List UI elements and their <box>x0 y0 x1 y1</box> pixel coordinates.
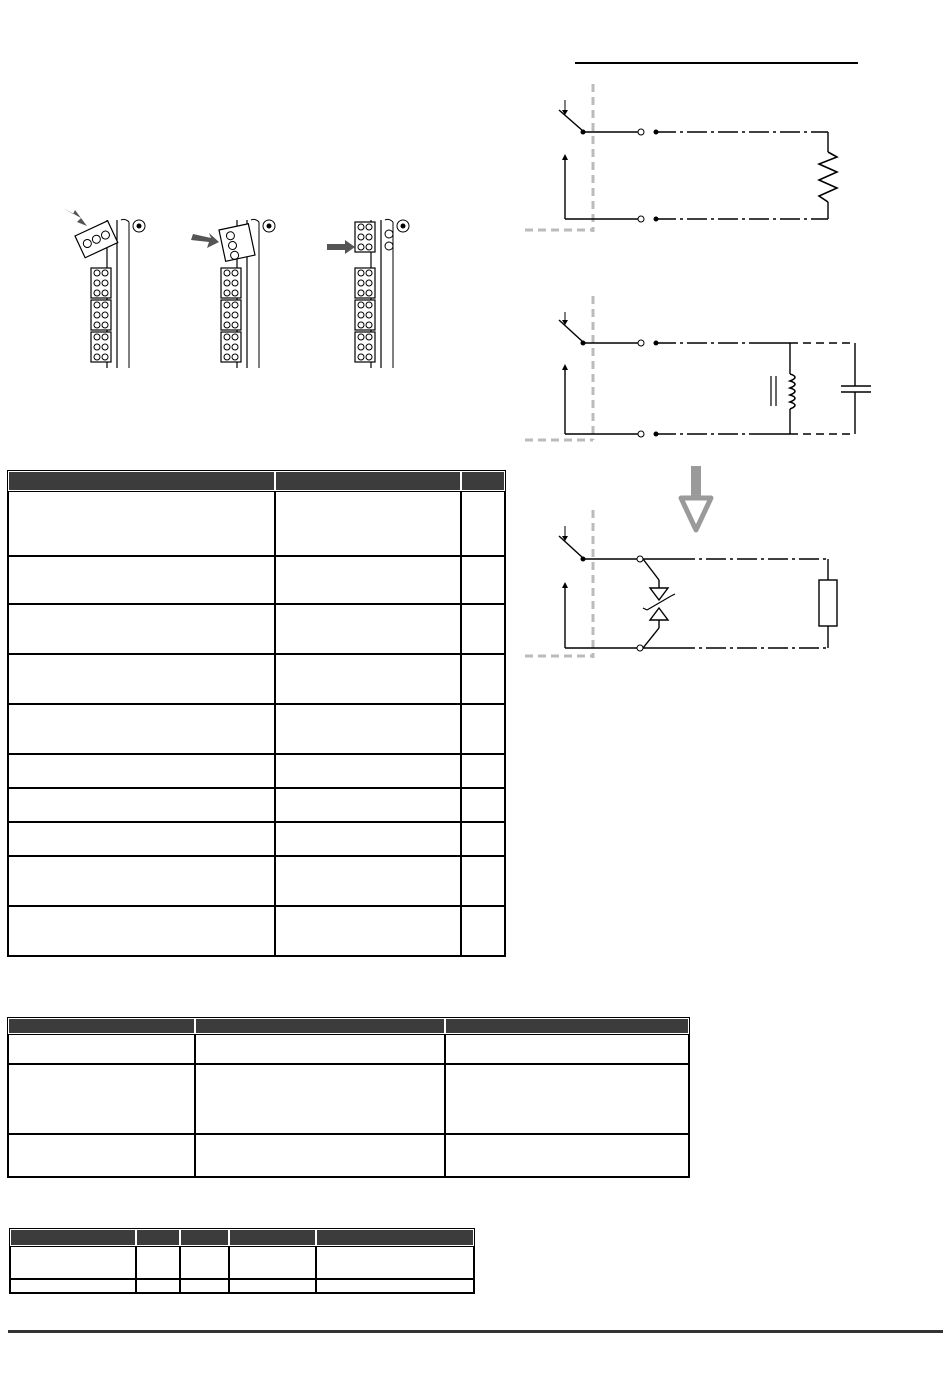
terminal-step-2 <box>191 219 275 368</box>
terminal-step-1 <box>63 208 145 368</box>
table-row <box>8 788 505 822</box>
table-row <box>8 1034 689 1064</box>
table-header-row <box>8 1018 689 1034</box>
table-row <box>8 1064 689 1134</box>
terminal-step-3 <box>327 219 409 368</box>
table-row <box>8 822 505 856</box>
terminal-insert-diagram <box>55 200 475 380</box>
table-row <box>8 856 505 906</box>
table-header-row <box>8 471 505 491</box>
spec-table-3 <box>9 1228 475 1294</box>
table-row <box>10 1279 474 1293</box>
table-row <box>8 491 505 556</box>
circuit-varistor-suppression <box>525 510 855 660</box>
spec-table-2 <box>7 1017 690 1178</box>
circuit-inductive-load <box>525 296 875 446</box>
circuit-resistive-load <box>525 84 855 244</box>
table-row <box>8 1134 689 1177</box>
table-row <box>8 754 505 788</box>
table-row <box>8 906 505 956</box>
header-rule <box>575 62 858 64</box>
table-row <box>8 654 505 704</box>
footer-rule <box>8 1330 943 1333</box>
table-row <box>10 1246 474 1279</box>
table-row <box>8 556 505 604</box>
table-row <box>8 604 505 654</box>
table-row <box>8 704 505 754</box>
spec-table-1 <box>7 470 506 957</box>
table-header-row <box>10 1229 474 1246</box>
